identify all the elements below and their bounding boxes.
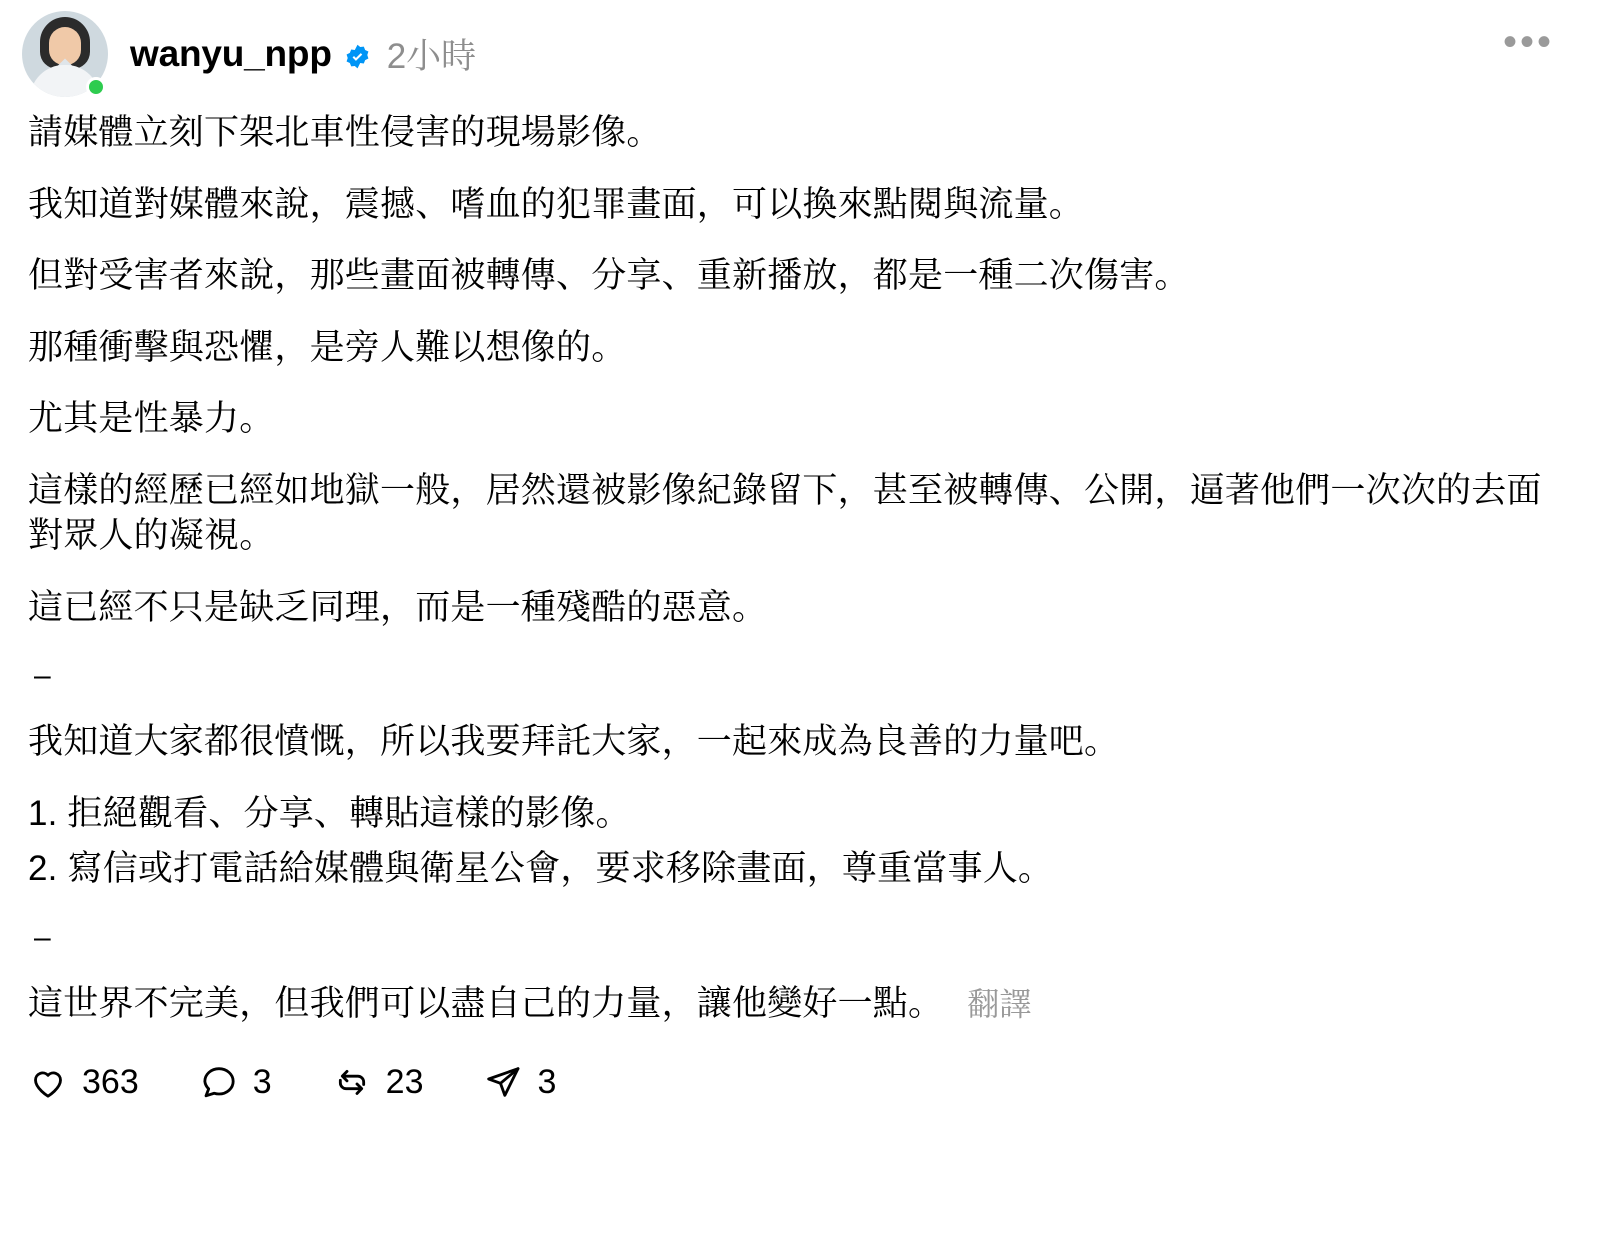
post-action-bar [22,1048,1570,1122]
post-closing-line [28,981,1564,1027]
post-paragraph: 我知道對媒體來說，震撼、嗜血的犯罪畫面，可以換來點閱與流量。 [28,184,1085,224]
post-divider-dash: – [34,659,51,692]
post-paragraph: 我知道大家都很憤慨，所以我要拜託大家，一起來成為良善的力量吧。 [28,722,1120,761]
comment-count: 3 [252,1062,272,1101]
post-paragraph: 請媒體立刻下架北車性侵害的現場影像。 [28,113,662,152]
comment-button[interactable] [199,1062,272,1102]
repost-count: 23 [385,1062,424,1101]
post-paragraph: 尤其是性暴力。 [28,399,275,438]
post-list-item: 1. 拒絕觀看、分享、轉貼這樣的影像。 [28,793,631,833]
like-button[interactable] [28,1062,139,1102]
post-paragraph: 但對受害者來說，那些畫面被轉傳、分享、重新播放，都是一種二次傷害。 [28,256,1190,295]
comment-icon [199,1062,239,1102]
post-paragraph: 這已經不只是缺乏同理，而是一種殘酷的惡意。 [28,587,768,627]
post-body [22,100,1570,1026]
post-paragraph: 這樣的經歷已經如地獄一般，居然還被影像紀錄留下，甚至被轉傳、公開，逼著他們一次次的去面對眾人的凝視。 [28,470,1542,555]
post-timestamp: 2小時 [386,37,477,76]
online-status-indicator [86,77,106,97]
heart-icon [28,1062,68,1102]
post-paragraph: 那種衝擊與恐懼，是旁人難以想像的。 [28,327,627,367]
avatar[interactable] [22,11,108,97]
more-options-button[interactable]: ••• [1502,20,1554,64]
share-button[interactable] [483,1062,556,1102]
post-divider-dash: – [34,920,51,954]
author-username[interactable]: wanyu_npp [130,33,332,74]
post-list-item: 2. 寫信或打電話給媒體與衛星公會，要求移除畫面，尊重當事人。 [28,849,1054,888]
post-closing-text: 這世界不完美，但我們可以盡自己的力量，讓他變好一點。 [28,983,944,1023]
repost-icon [332,1062,372,1102]
share-icon [483,1062,523,1102]
repost-button[interactable] [332,1062,424,1102]
share-count: 3 [537,1062,557,1101]
verified-badge-icon [344,43,371,70]
post-header [22,8,1570,100]
translate-link[interactable]: 翻譯 [967,985,1032,1022]
like-count: 363 [82,1062,139,1101]
